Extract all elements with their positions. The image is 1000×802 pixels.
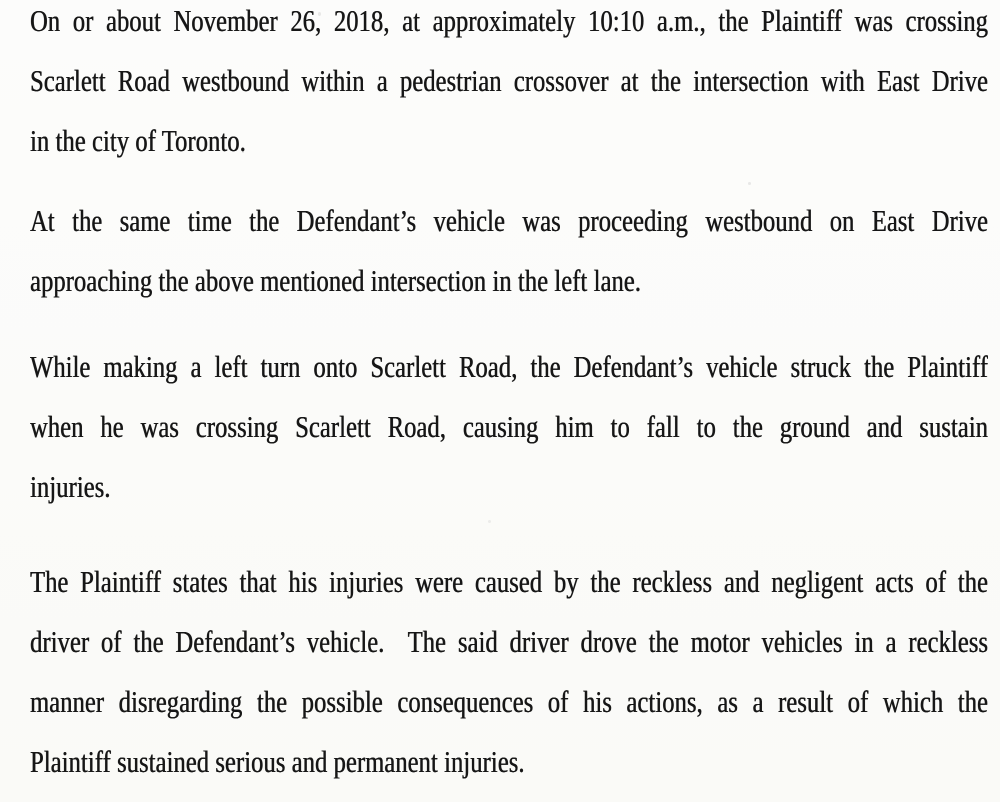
text-line: approaching the above mentioned intersection in the left lane. (30, 264, 641, 299)
text-line: manner disregarding the possible consequences of his actions, as a result of which the (30, 685, 988, 720)
paragraph-collision (30, 338, 988, 518)
paragraph-negligence-claim (30, 553, 988, 793)
text-line: in the city of Toronto. (30, 124, 246, 159)
text-line: driver of the Defendant’s vehicle. The said driver drove the motor vehicles in a reckless (30, 625, 988, 660)
text-line: While making a left turn onto Scarlett Road, the Defendant’s vehicle struck the Plaintiff (30, 350, 988, 385)
text-line: The Plaintiff states that his injuries were caused by the reckless and negligent acts of the (30, 565, 988, 600)
text-line: On or about November 26, 2018, at approximately 10:10 a.m., the Plaintiff was crossing (30, 4, 988, 39)
text-line: when he was crossing Scarlett Road, causing him to fall to the ground and sustain (30, 410, 988, 445)
text-line: At the same time the Defendant’s vehicle was proceeding westbound on East Drive (30, 204, 988, 239)
paragraph-incident (30, 0, 988, 172)
paragraph-defendant-vehicle (30, 192, 988, 312)
text-line: Plaintiff sustained serious and permanent injuries. (30, 745, 525, 780)
text-line: injuries. (30, 470, 111, 505)
text-line: Scarlett Road westbound within a pedestrian crossover at the intersection with East Drive (30, 64, 988, 99)
